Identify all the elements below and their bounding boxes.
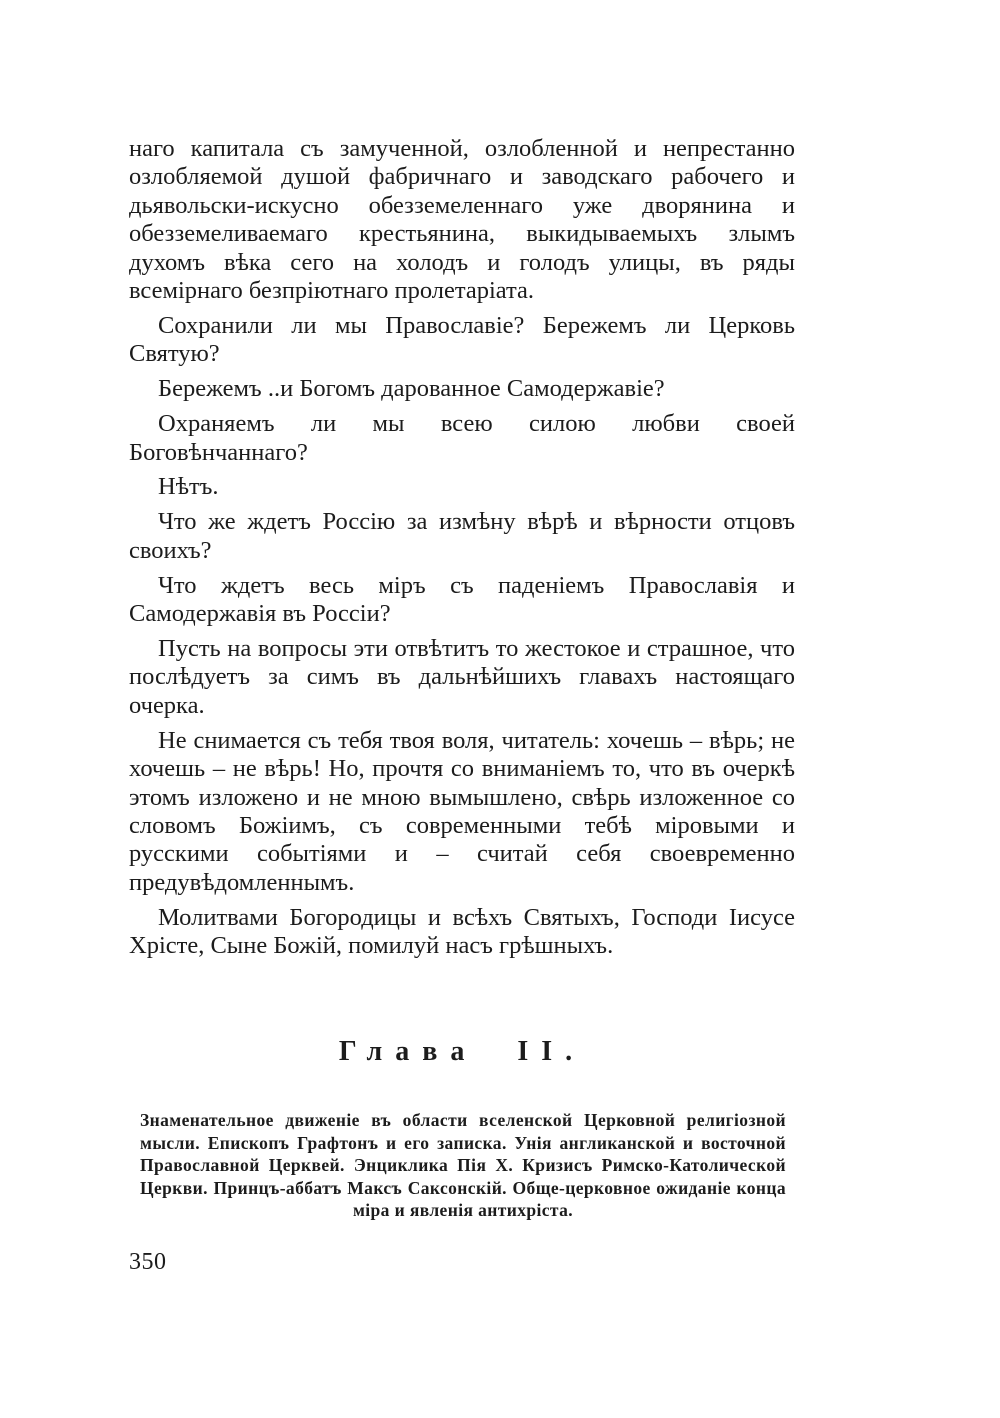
paragraph: Что же ждетъ Россію за измѣну вѣрѣ и вѣрности отцовъ своихъ? xyxy=(129,508,795,564)
page-number: 350 xyxy=(129,1249,167,1275)
paragraph: Пусть на вопросы эти отвѣтитъ то жестокое и страшное, что послѣдуетъ за симъ въ дальнѣйшихъ главахъ настоящаго очерка. xyxy=(129,635,795,719)
paragraph: Сохранили ли мы Православіе? Бережемъ ли Церковь Святую? xyxy=(129,311,795,368)
paragraph: Охраняемъ ли мы всею силою любви своей Боговѣнчаннаго? xyxy=(129,410,795,466)
paragraph: Бережемъ ..и Богомъ дарованное Самодержавіе? xyxy=(158,375,665,403)
chapter-heading: Глава II. xyxy=(338,1036,586,1067)
paragraph: Нѣтъ. xyxy=(158,473,219,501)
paragraph: Что ждетъ весь міръ съ паденіемъ Православія и Самодержавія въ Россіи? xyxy=(129,571,795,628)
chapter-summary: Знаменательное движеніе въ области вселенской Церковной религіозной мысли. Епископъ Графтонъ и его записка. Унія англиканской и восточной Православной Церквей. Энциклика Пія X. Кризисъ Римско-Католической Церкви. Принцъ-аббатъ Максъ Саксонскій. Обще-церковное ожиданіе конца міра и явленія антихріста. xyxy=(140,1110,786,1220)
body-text xyxy=(129,135,795,967)
paragraph: Молитвами Богородицы и всѣхъ Святыхъ, Господи Іисусе Хрісте, Сыне Божій, помилуй насъ грѣшныхъ. xyxy=(129,903,795,960)
paragraph: Не снимается съ тебя твоя воля, читатель: хочешь – вѣрь; не хочешь – не вѣрь! Но, прочтя со вниманіемъ то, что въ очеркѣ этомъ изложено и не мною вымышлено, свѣрь изложенное со словомъ Божіимъ, съ современными тебѣ міровыми и русскими событіями и – считай себя своевременно предувѣдомленнымъ. xyxy=(129,726,795,896)
paragraph-continuation: наго капитала съ замученной, озлобленной и непрестанно озлобляемой душой фабричнаго и заводскаго рабочего и дьявольски-искусно обезземеленнаго уже дворянина и обезземеливаемаго крестьянина, выкидываемыхъ злымъ духомъ вѣка сего на холодъ и голодъ улицы, въ ряды всемірнаго безпріютнаго пролетаріата. xyxy=(129,135,795,305)
